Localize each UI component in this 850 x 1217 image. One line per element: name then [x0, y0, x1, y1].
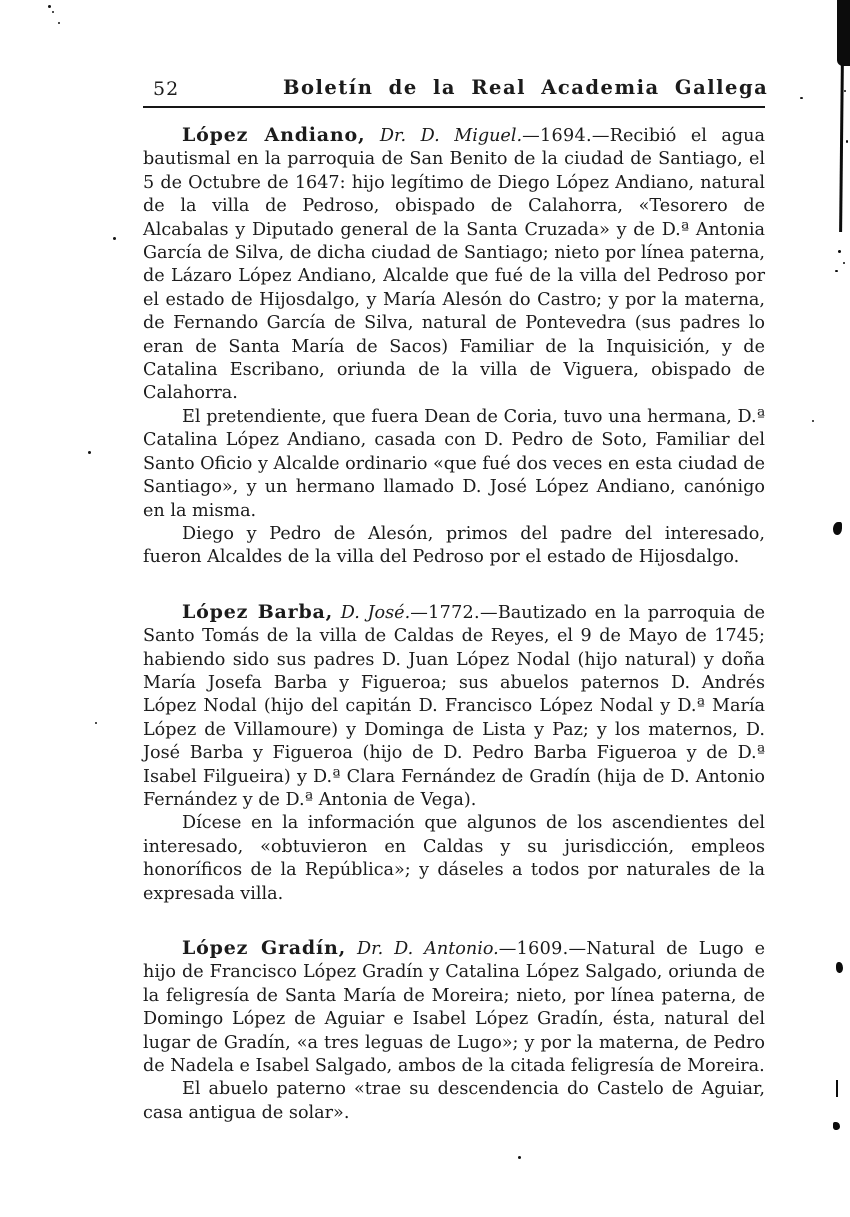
entry-paragraph: El pretendiente, que fuera Dean de Coria, tuvo una hermana, D.ª Catalina López Andiano, casada con D. Pedro de Soto, Familiar del Santo Oficio y Alcalde ordinario «que fué dos veces en esta ciudad de Santiago», y un hermano llamado D. José López Andiano, canónigo en la misma.: [143, 406, 765, 521]
scan-artifact-dot: [52, 11, 54, 13]
scan-artifact-speckle: [843, 262, 845, 264]
entry-lopez-andiano: [143, 124, 765, 570]
journal-title: Boletín de la Real Academia Gallega: [283, 76, 769, 99]
scan-artifact-blob: [833, 522, 842, 535]
entry-name: López Barba,: [182, 600, 334, 623]
entry-lead-paragraph: [143, 601, 765, 813]
scan-artifact-dot: [518, 1156, 521, 1159]
entry-paragraph: Diego y Pedro de Alesón, primos del padre del interesado, fueron Alcaldes de la villa del Pedroso por el estado de Hijosdalgo.: [143, 523, 765, 568]
scan-artifact-binding-edge: [837, 0, 850, 66]
entry-lead-text: Bautizado en la parroquia de Santo Tomás de la villa de Caldas de Reyes, el 9 de Mayo de 1745; habiendo sido sus padres D. Juan López Nodal (hijo natural) y doña María Josefa Barba y Figueroa; sus abuelos paternos D. Andrés López Nodal (hijo del capitán D. Francisco López Nodal y D.ª María López de Villamoure) y Dominga de Lista y Paz; y los maternos, D. José Barba y Figueroa (hijo de D. Pedro Barba Figueroa y de D.ª Isabel Filgueira) y D.ª Clara Fernández de Gradín (hija de D. Antonio Fernández y de D.ª Antonia de Vega).: [143, 602, 765, 810]
entry-year: —1694.—: [522, 126, 610, 146]
scan-artifact-dot: [88, 451, 91, 454]
scan-artifact-dot: [113, 237, 116, 240]
entry-year: —1772.—: [410, 602, 498, 623]
scan-artifact-speckle: [835, 270, 838, 272]
entry-paragraph: Dícese en la información que algunos de los ascendientes del interesado, «obtuvieron en Caldas y su jurisdicción, empleos honoríficos de la República»; y dáseles a todos por naturales de la expresada villa.: [143, 813, 765, 904]
scan-artifact-blob: [836, 962, 843, 973]
page-header: [143, 76, 769, 108]
scan-artifact-dot: [812, 420, 814, 422]
entry-person-title: Dr. D. Miguel.: [379, 126, 523, 146]
scan-artifact-dot: [48, 5, 51, 8]
text-block: [143, 124, 765, 1125]
scan-artifact-dot: [800, 97, 803, 99]
entry-lead-text: Recibió el agua bautismal en la parroquia de San Benito de la ciudad de Santiago, el 5 de Octubre de 1647: hijo legítimo de Diego López Andiano, natural de la villa de Pedroso, obispado de Calahorra, «Tesorero de Alcabalas y Diputado general de la Santa Cruzada» y de D.ª Antonia García de Silva, de dicha ciudad de Santiago; nieto por línea paterna, de Lázaro López Andiano, Alcalde que fué de la villa del Pedroso por el estado de Hijosdalgo, y María Alesón do Castro; y por la materna, de Fernando García de Silva, natural de Pontevedra (sus padres lo eran de Santa María de Sacos) Familiar de la Inquisición, y de Catalina Escribano, oriunda de la villa de Viguera, obispado de Calahorra.: [143, 126, 765, 404]
entry-lead-paragraph: [143, 937, 765, 1078]
entry-year: —1609.—: [498, 939, 587, 959]
scan-artifact-speckle: [844, 90, 846, 92]
page-number: 52: [153, 78, 180, 100]
scan-artifact-blob: [833, 1122, 840, 1130]
entry-name: López Andiano,: [182, 124, 366, 146]
entry-name: López Gradín,: [182, 937, 347, 959]
scan-artifact-dot: [95, 722, 97, 724]
scan-artifact-speckle: [846, 140, 848, 143]
entry-lead-text: Natural de Lugo e hijo de Francisco López Gradín y Catalina López Salgado, oriunda de la feligresía de Santa María de Moreira; nieto, por línea paterna, de Domingo López de Aguiar e Isabel López Gradín, ésta, natural del lugar de Gradín, «a tres leguas de Lugo»; y por la materna, de Pedro de Nadela e Isabel Salgado, ambos de la citada feligresía de Moreira.: [143, 939, 766, 1077]
scan-artifact-dot: [58, 22, 60, 24]
entry-lead-paragraph: [143, 124, 765, 406]
scan-artifact-tick: [836, 1080, 838, 1097]
entry-lopez-barba: [143, 601, 765, 906]
entry-lopez-gradin: [143, 937, 765, 1125]
entry-person-title: D. José.: [340, 602, 411, 623]
entry-person-title: Dr. D. Antonio.: [357, 939, 499, 959]
scan-artifact-speckle: [838, 250, 841, 253]
entry-paragraph: El abuelo paterno «trae su descendencia do Castelo de Aguiar, casa antigua de solar».: [143, 1079, 765, 1123]
scan-artifact-binding-line: [839, 60, 844, 232]
